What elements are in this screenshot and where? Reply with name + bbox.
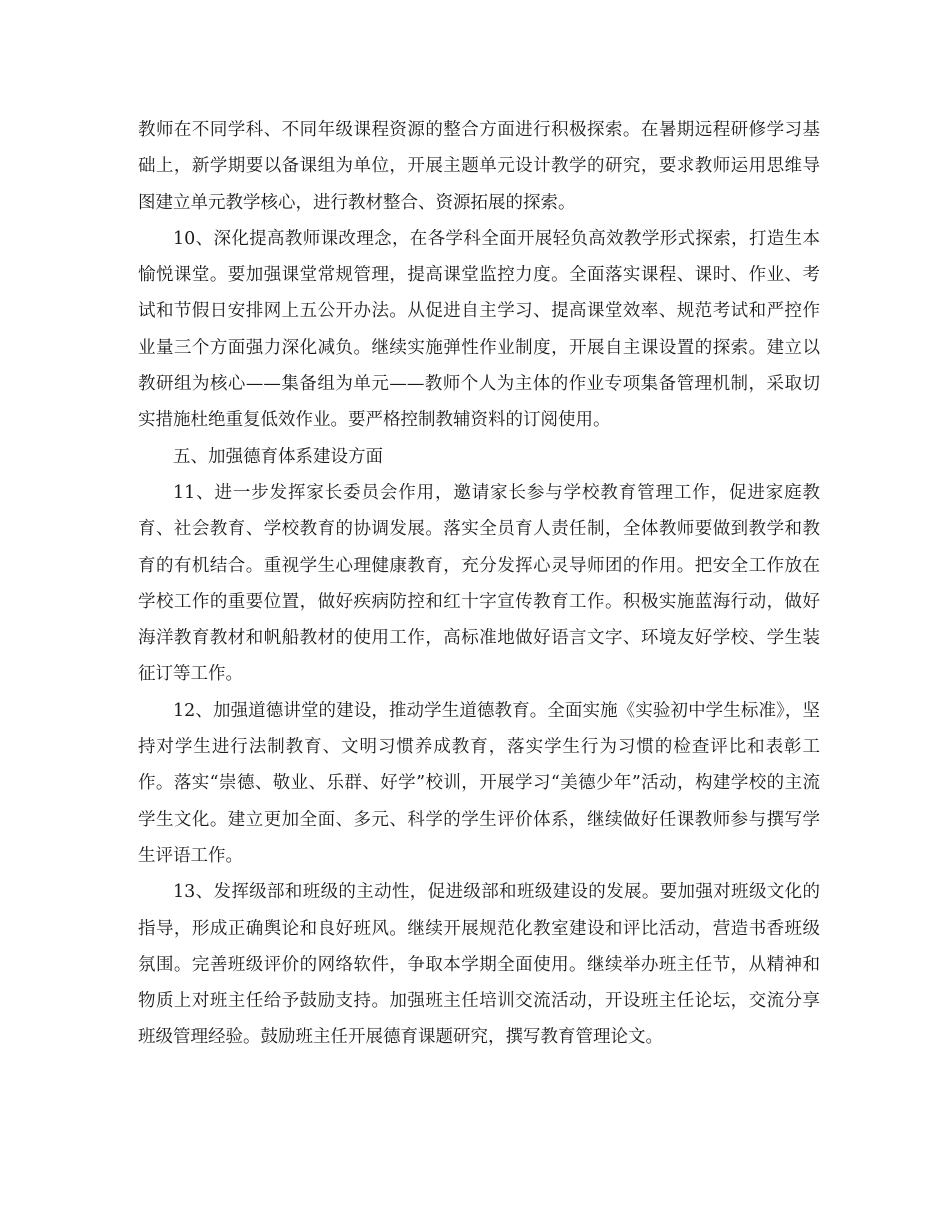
document-body — [138, 112, 820, 1056]
paragraph-item-13: 13、发挥级部和班级的主动性，促进级部和班级建设的发展。要加强对班级文化的指导，形成正确舆论和良好班风。继续开展规范化教室建设和评比活动，营造书香班级氛围。完善班级评价的网络软件，争取本学期全面使用。继续举办班主任节，从精神和物质上对班主任给予鼓励支持。加强班主任培训交流活动，开设班主任论坛，交流分享班级管理经验。鼓励班主任开展德育课题研究，撰写教育管理论文。 — [138, 882, 820, 1048]
paragraph-continuation: 教师在不同学科、不同年级课程资源的整合方面进行积极探索。在暑期远程研修学习基础上，新学期要以备课组为单位，开展主题单元设计教学的研究，要求教师运用思维导图建立单元教学核心，进行教材整合、资源拓展的探索。 — [138, 120, 820, 213]
paragraph-item-10: 10、深化提高教师课改理念，在各学科全面开展轻负高效教学形式探索，打造生本愉悦课堂。要加强课堂常规管理，提高课堂监控力度。全面落实课程、课时、作业、考试和节假日安排网上五公开办法。从促进自主学习、提高课堂效率、规范考试和严控作业量三个方面强力深化减负。继续实施弹性作业制度，开展自主课设置的探索。建立以教研组为核心——集备组为单元——教师个人为主体的作业专项集备管理机制，采取切实措施杜绝重复低效作业。要严格控制教辅资料的订阅使用。 — [138, 228, 820, 431]
paragraph-item-12: 12、加强道德讲堂的建设，推动学生道德教育。全面实施《实验初中学生标准》，坚持对学生进行法制教育、文明习惯养成教育，落实学生行为习惯的检查评比和表彰工作。落实“崇德、敬业、乐群、好学”校训，开展学习“美德少年”活动，构建学校的主流学生文化。建立更加全面、多元、科学的学生评价体系，继续做好任课教师参与撰写学生评语工作。 — [138, 700, 820, 866]
section-heading-5: 五、加强德育体系建设方面 — [173, 446, 383, 467]
paragraph-item-11: 11、进一步发挥家长委员会作用，邀请家长参与学校教育管理工作，促进家庭教育、社会教育、学校教育的协调发展。落实全员育人责任制，全体教师要做到教学和教育的有机结合。重视学生心理健康教育，充分发挥心灵导师团的作用。把安全工作放在学校工作的重要位置，做好疾病防控和红十字宣传教育工作。积极实施蓝海行动，做好海洋教育教材和帆船教材的使用工作，高标准地做好语言文字、环境友好学校、学生装征订等工作。 — [138, 482, 820, 685]
